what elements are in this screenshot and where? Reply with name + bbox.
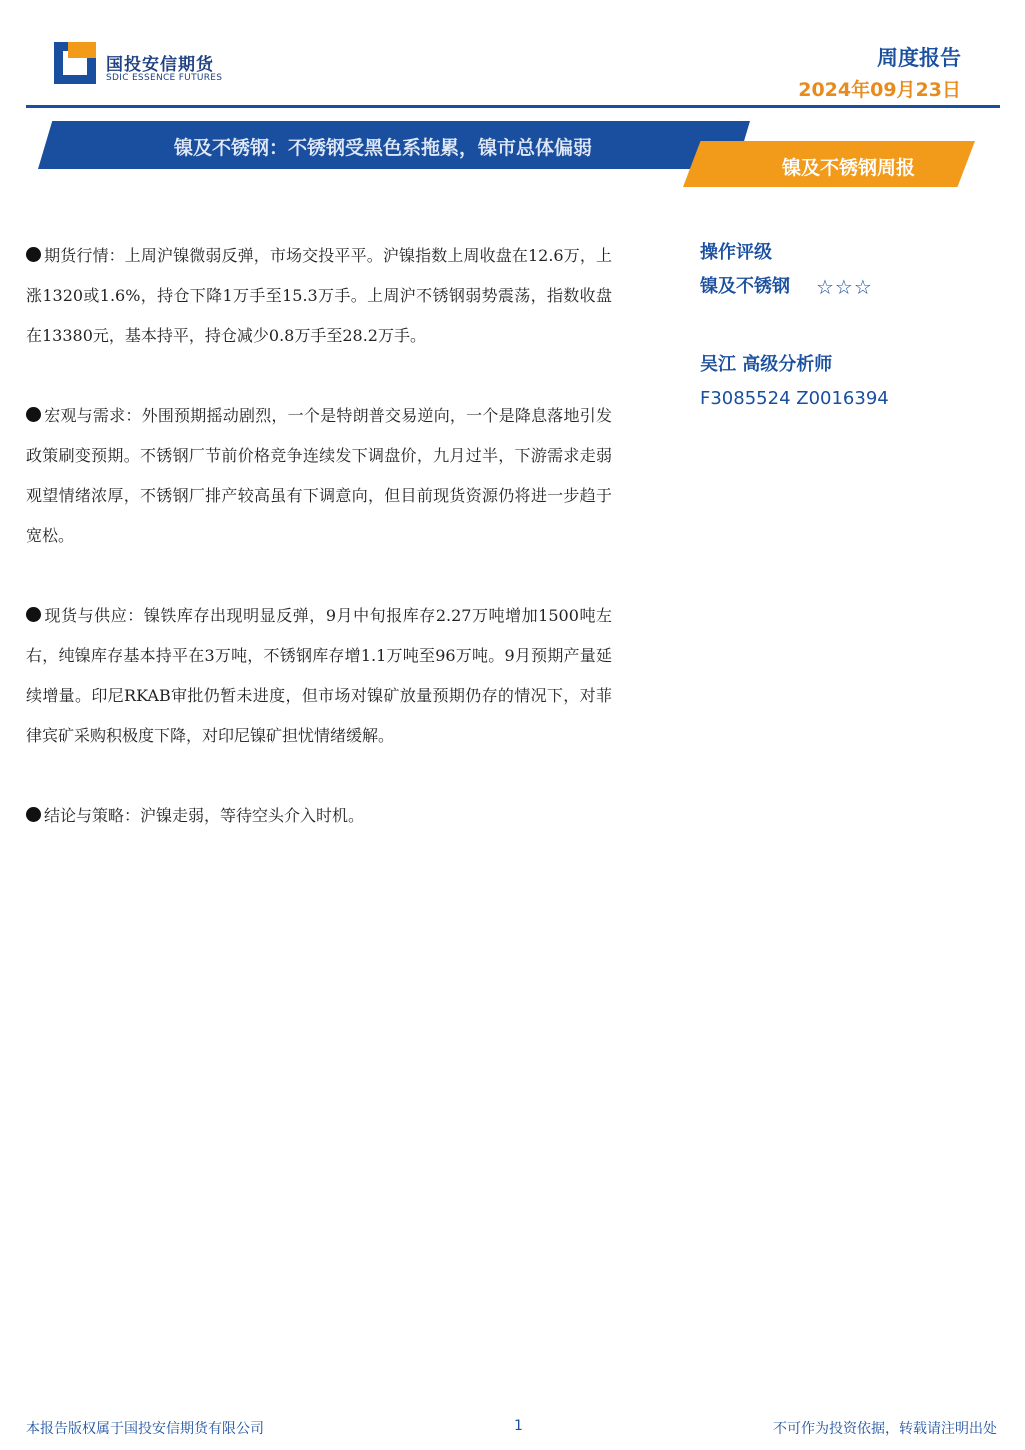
rating-stars-icon: ☆☆☆ — [816, 275, 873, 299]
logo-chinese-name: 国投安信期货 — [106, 55, 214, 75]
company-logo — [54, 42, 244, 88]
analyst-name: 吴江 高级分析师 — [700, 354, 833, 375]
rating-item: 镍及不锈钢 — [700, 276, 790, 297]
paragraph-text: 现货与供应：镍铁库存出现明显反弹，9月中旬报库存2.27万吨增加1500吨左右，纯镍库存基本持平在3万吨，不锈钢库存增1.1万吨至96万吨。9月预期产量延续增量。印尼RKAB审批仍暂未进度，但市场对镍矿放量预期仍存的情况下，对菲律宾矿采购积极度下降，对印尼镍矿担忧情绪缓解。 — [26, 606, 612, 745]
paragraph-text: 宏观与需求：外围预期摇动剧烈，一个是特朗普交易逆向，一个是降息落地引发政策刷变预期。不锈钢厂节前价格竞争连续发下调盘价，九月过半，下游需求走弱观望情绪浓厚，不锈钢厂排产较高虽有下调意向，但目前现货资源仍将进一步趋于宽松。 — [26, 406, 612, 545]
footer-disclaimer: 不可作为投资依据，转载请注明出处 — [773, 1421, 997, 1437]
footer-copyright: 本报告版权属于国投安信期货有限公司 — [26, 1421, 264, 1437]
page-number: 1 — [514, 1418, 523, 1434]
logo-english-name: SDIC ESSENCE FUTURES — [106, 73, 223, 83]
report-type: 周度报告 — [877, 46, 961, 70]
header-divider — [26, 105, 1000, 108]
rating-row — [700, 270, 1000, 304]
rating-title: 操作评级 — [700, 242, 772, 263]
bullet-icon — [26, 407, 41, 422]
paragraph-spot — [26, 596, 612, 756]
paragraph-text: 结论与策略：沪镍走弱，等待空头介入时机。 — [44, 806, 365, 825]
paragraph-conclusion — [26, 796, 612, 836]
sidebar — [700, 236, 1000, 416]
bullet-icon — [26, 247, 41, 262]
bullet-icon — [26, 807, 41, 822]
paragraph-text: 期货行情：上周沪镍微弱反弹，市场交投平平。沪镍指数上周收盘在12.6万，上涨1320或1.6%，持仓下降1万手至15.3万手。上周沪不锈钢弱势震荡，指数收盘在13380元，基本持平，持仓减少0.8万手至28.2万手。 — [26, 246, 612, 345]
paragraph-futures — [26, 236, 612, 356]
analyst-certificate: F3085524 Z0016394 — [700, 388, 889, 409]
report-title: 镍及不锈钢：不锈钢受黑色系拖累，镍市总体偏弱 — [174, 137, 593, 159]
paragraph-macro — [26, 396, 612, 556]
bullet-icon — [26, 607, 41, 622]
logo-mark-icon — [54, 42, 96, 84]
category-tag: 镍及不锈钢周报 — [782, 157, 916, 179]
report-date: 2024年09月23日 — [798, 79, 961, 101]
report-body — [26, 236, 612, 876]
